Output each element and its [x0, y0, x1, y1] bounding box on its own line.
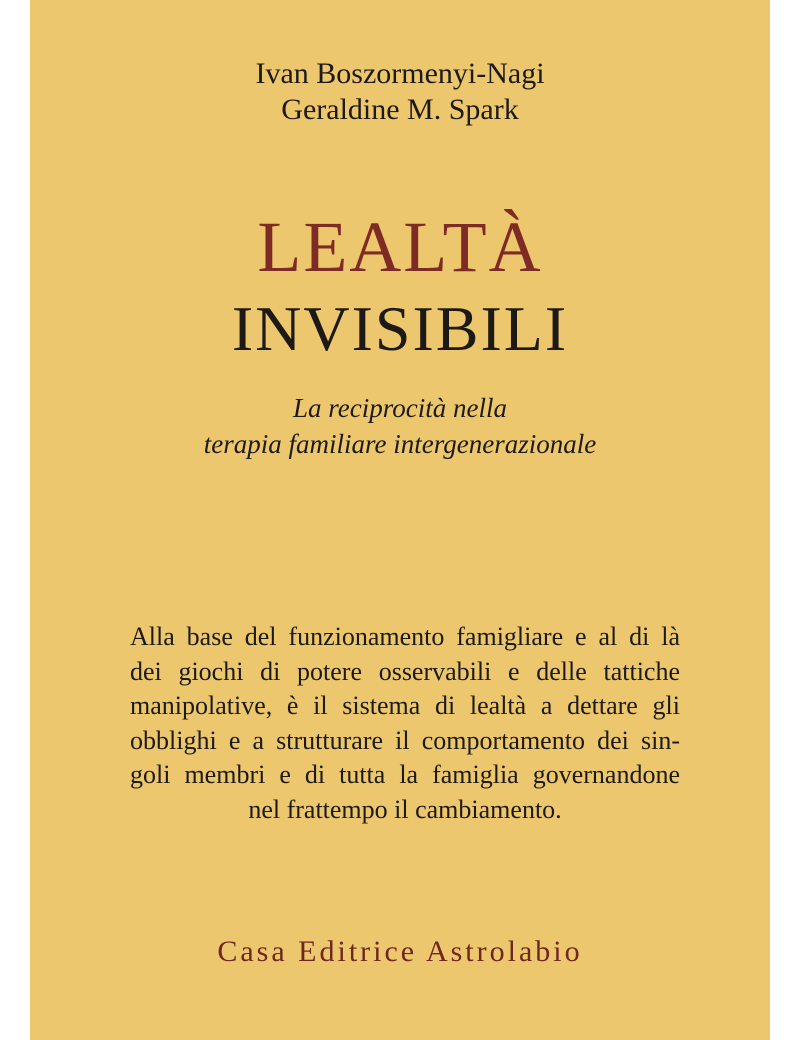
blurb-line: Alla base del funzionamento famigliare e al di là [130, 622, 680, 651]
blurb-line: manipolative, è il sistema di lealtà a dettare gli [130, 691, 680, 720]
blurb-line: nel frattempo il cambiamento. [248, 794, 562, 824]
blurb-line: dei giochi di potere osservabili e delle tattiche [130, 656, 680, 686]
author-name: Geraldine M. Spark [281, 93, 519, 126]
subtitle-line: terapia familiare intergenerazionale [203, 429, 597, 459]
book-cover [30, 0, 770, 1040]
book-title-line-2: INVISIBILI [231, 293, 569, 364]
book-title-line-1: LEALTÀ [257, 207, 543, 287]
authors [30, 56, 770, 128]
subtitle-line: La reciprocità nella [293, 393, 507, 423]
book-subtitle [30, 390, 770, 462]
blurb-line: goli membri e di tutta la famiglia governandone [130, 760, 680, 789]
publisher-name: Casa Editrice Astrolabio [217, 935, 583, 968]
author-name: Ivan Boszormenyi-Nagi [255, 57, 545, 90]
cover-blurb [130, 620, 680, 827]
blurb-line: obblighi e a strutturare il comportamento dei sin- [130, 725, 680, 755]
